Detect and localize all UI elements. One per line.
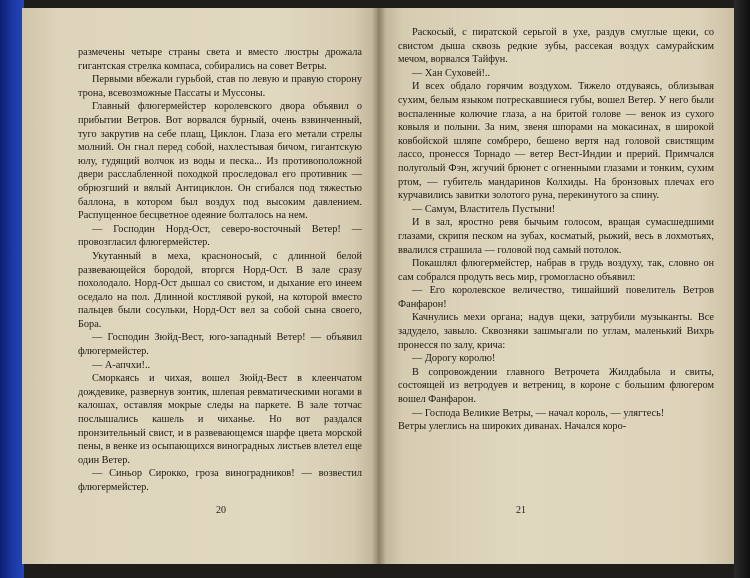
page-number: 21 xyxy=(516,505,526,516)
paragraph: И в зал, яростно ревя бычьим голосом, вращая сумасшедшими глазами, скрипя песком на зубах, косматый, рыжий, весь в лохмотьях, ввалился страшила — головой под самый потолок. xyxy=(398,217,714,256)
paragraph: — Господин Зюйд-Вест, юго-западный Ветер! — объявил флюгермейстер. xyxy=(78,332,362,358)
paragraph: — А-апчхи!.. xyxy=(92,359,151,371)
book-cover-right xyxy=(734,0,750,578)
paragraph: Главный флюгермейстер королевского двора объявил о прибытии Ветров. Вот ворвался бурный, очень взвинченный, туго закрутив на себе плащ, Циклон. Глаза его метали стрелы молний. Он гнал перед собой, нахлестывая бичом, гигантскую юлу, гудящий волчок из воды и песка... Из противоположной двери расслабленной походкой проследовал его противник — обрюзгший и вялый Антициклон. Он сгибался под тяжестью баллона, в котором был воздух под высоким давлением. Распущенное бесцветное одеяние болталось на нем. xyxy=(78,101,362,222)
left-page xyxy=(22,8,382,564)
paragraph: — Господа Великие Ветры, — начал король, — улягтесь! xyxy=(412,407,665,419)
paragraph: — Дорогу королю! xyxy=(412,353,496,365)
book-gutter xyxy=(372,8,386,564)
paragraph: Ветры улеглись на широких диванах. Начался коро- xyxy=(398,421,627,433)
paragraph: Сморкаясь и чихая, вошел Зюйд-Вест в клеенчатом дождевике, развернув зонтик, шлепая ревматическими ногами в калошах, оставляя мокрые следы на паркете. В зале тотчас послышались кашель и чиханье. Но вот раздался пронзительный свист, и в развевающемся шарфе цвета морской пены, в венке из осыпающихся виноградных листьев влетел еще один Ветер. xyxy=(78,373,362,466)
page-number: 20 xyxy=(216,505,226,516)
right-page xyxy=(378,8,734,564)
paragraph: Раскосый, с пиратской серьгой в ухе, раздув смуглые щеки, со свистом дыша сквозь редкие зубы, рассекая воздух самурайским мечом, ворвался Тайфун. xyxy=(398,27,714,66)
right-page-text xyxy=(398,26,714,434)
paragraph: И всех обдало горячим воздухом. Тяжело отдуваясь, облизывая сухим, белым языком потрескавшиеся губы, вошел Ветер. У него были воспаленные колючие глаза, а на бритой голове — венок из сухого ковыля и полыни. За ним, звеня шпорами на мокасинах, в широкой ковбойской шляпе сомбреро, бешено вертя над головой свистящим лассо, пронесся Торнадо — ветер Вест-Индии и прерий. Примчался полуголый Фэн, жгучий брюнет с огненными глазами и тонким, сухим ртом, — губитель мандаринов Колхиды. На бронзовых плечах его курчавились завитки золотого руна, перекинутого за спину. xyxy=(398,81,714,202)
paragraph: — Самум, Властитель Пустыни! xyxy=(412,203,556,215)
paragraph: Качнулись мехи органа; надув щеки, затрубили музыканты. Все задудело, завыло. Сквозняки зашмыгали по углам, маленький Вихрь пронесся по залу, крича: xyxy=(398,312,714,351)
paragraph: — Хан Суховей!.. xyxy=(412,67,491,79)
paragraph: В сопровождении главного Ветрочета Жилдабыла и свиты, состоящей из ветродуев и ветрениц, в короне с большим флюгером вошел Фанфарон. xyxy=(398,366,714,406)
paragraph: — Господин Норд-Ост, северо-восточный Ветер! — провозгласил флюгермейстер. xyxy=(78,223,362,249)
paragraph: размечены четыре страны света и вместо люстры дрожала гигантская стрелка компаса, собирались на совет Ветры. xyxy=(78,47,362,72)
paragraph: Первыми вбежали гурьбой, став по левую и правую сторону трона, всевозможные Пассаты и Муссоны. xyxy=(78,74,362,99)
paragraph: — Его королевское величество, тишайший повелитель Ветров Фанфарон! xyxy=(398,285,714,310)
paragraph: — Синьор Сирокко, гроза виноградников! — возвестил флюгермейстер. xyxy=(78,468,362,493)
paragraph: Укутанный в меха, красноносый, с длинной белой развевающейся бородой, вторгся Норд-Ост. В зале сразу похолодало. Норд-Ост дышал со свистом, и дыхание его инеем оседало на пол. Длинной костлявой рукой, на которой вместо пальцев были сосульки, Норд-Ост вел за собой сына своего, Бора. xyxy=(78,250,362,330)
book-cover-left xyxy=(0,0,24,578)
paragraph: Покашлял флюгермейстер, набрав в грудь воздуху, так, словно он сам собрался продуть весь мир, громогласно объявил: xyxy=(398,258,714,283)
left-page-text xyxy=(78,46,362,495)
